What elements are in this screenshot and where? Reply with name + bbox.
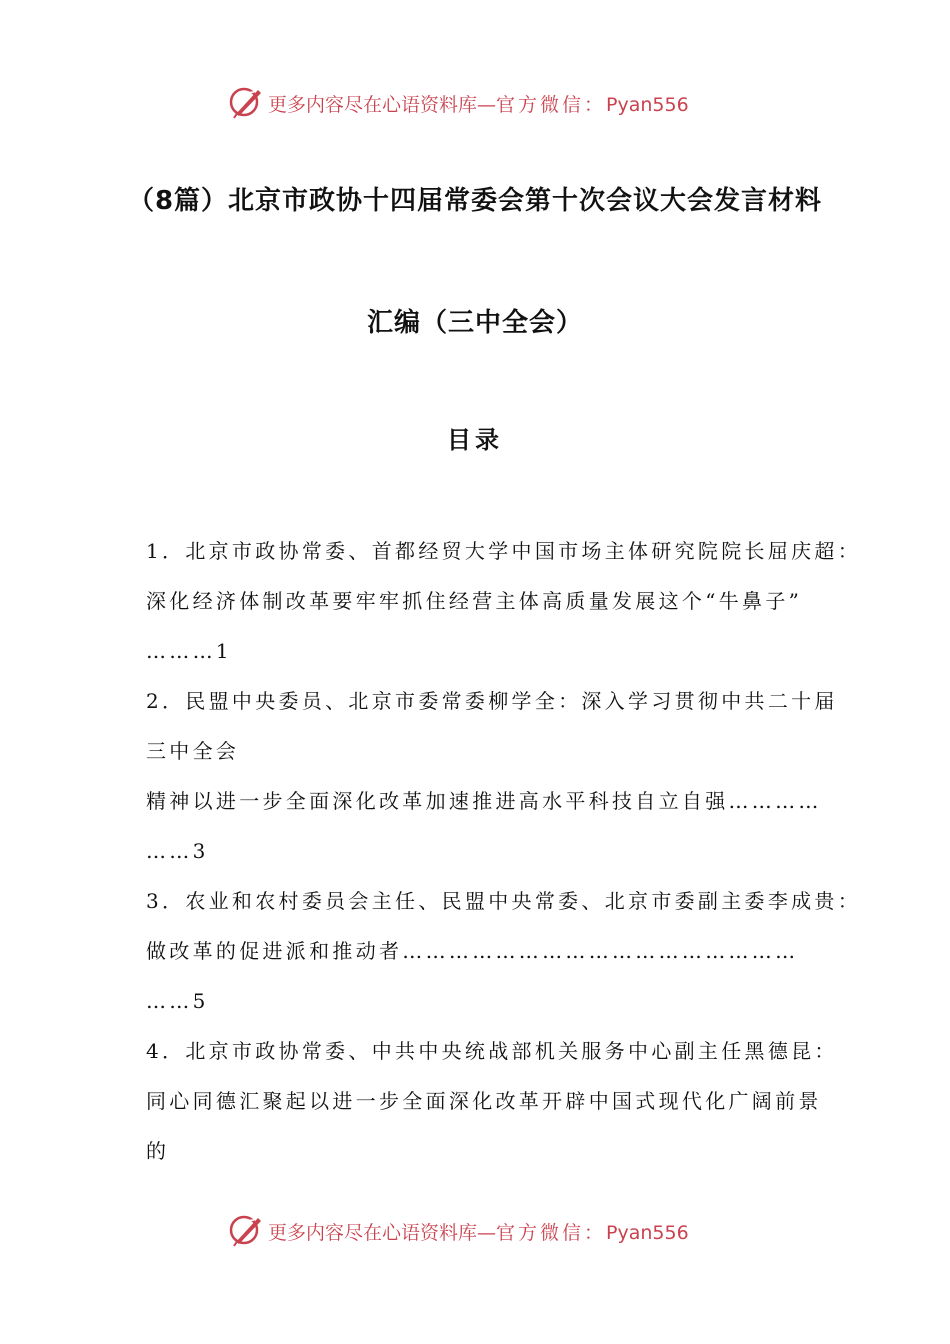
quill-pen-logo-icon	[228, 1212, 264, 1248]
toc-line: 3．农业和农村委员会主任、民盟中央常委、北京市委副主委李成贵：	[146, 889, 862, 913]
toc-line: 1．北京市政协常委、首都经贸大学中国市场主体研究院院长屈庆超：	[146, 539, 862, 563]
watermark-text	[268, 1218, 689, 1245]
document-subtitle: 汇编（三中全会）	[366, 308, 583, 338]
toc-line: 做改革的促进派和推动者……………………………………………	[146, 939, 799, 963]
toc-line: ………1	[146, 639, 232, 663]
watermark-wechat-label: 官方微信：	[496, 94, 607, 116]
toc-line: 同心同德汇聚起以进一步全面深化改革开辟中国式现代化广阔前景	[146, 1089, 822, 1113]
header-watermark	[0, 84, 950, 124]
watermark-main-text: 更多内容尽在心语资料库	[268, 94, 478, 116]
toc-line: 深化经济体制改革要牢牢抓住经营主体高质量发展这个“牛鼻子”	[146, 589, 803, 613]
toc-line: ……5	[146, 989, 209, 1013]
toc-line: 精神以进一步全面深化改革加速推进高水平科技自立自强…………	[146, 789, 822, 813]
watermark-wechat-id: Pyan556	[606, 94, 689, 116]
watermark-main-text: 更多内容尽在心语资料库	[268, 1222, 478, 1244]
toc-line: 的	[146, 1139, 170, 1163]
table-of-contents	[146, 530, 862, 1180]
toc-line: 三中全会	[146, 739, 240, 763]
toc-line: 2．民盟中央委员、北京市委常委柳学全：深入学习贯彻中共二十届	[146, 689, 838, 713]
watermark-text	[268, 90, 689, 117]
toc-line: ……3	[146, 839, 209, 863]
toc-heading: 目录	[447, 426, 503, 454]
watermark-wechat-id: Pyan556	[606, 1222, 689, 1244]
toc-line: 4．北京市政协常委、中共中央统战部机关服务中心副主任黑德昆：	[146, 1039, 838, 1063]
document-title: （8篇）北京市政协十四届常委会第十次会议大会发言材料	[127, 186, 823, 216]
watermark-dash: —	[477, 94, 497, 116]
watermark-dash: —	[477, 1222, 497, 1244]
quill-pen-logo-icon	[228, 84, 264, 120]
footer-watermark	[0, 1212, 950, 1252]
watermark-wechat-label: 官方微信：	[496, 1222, 607, 1244]
